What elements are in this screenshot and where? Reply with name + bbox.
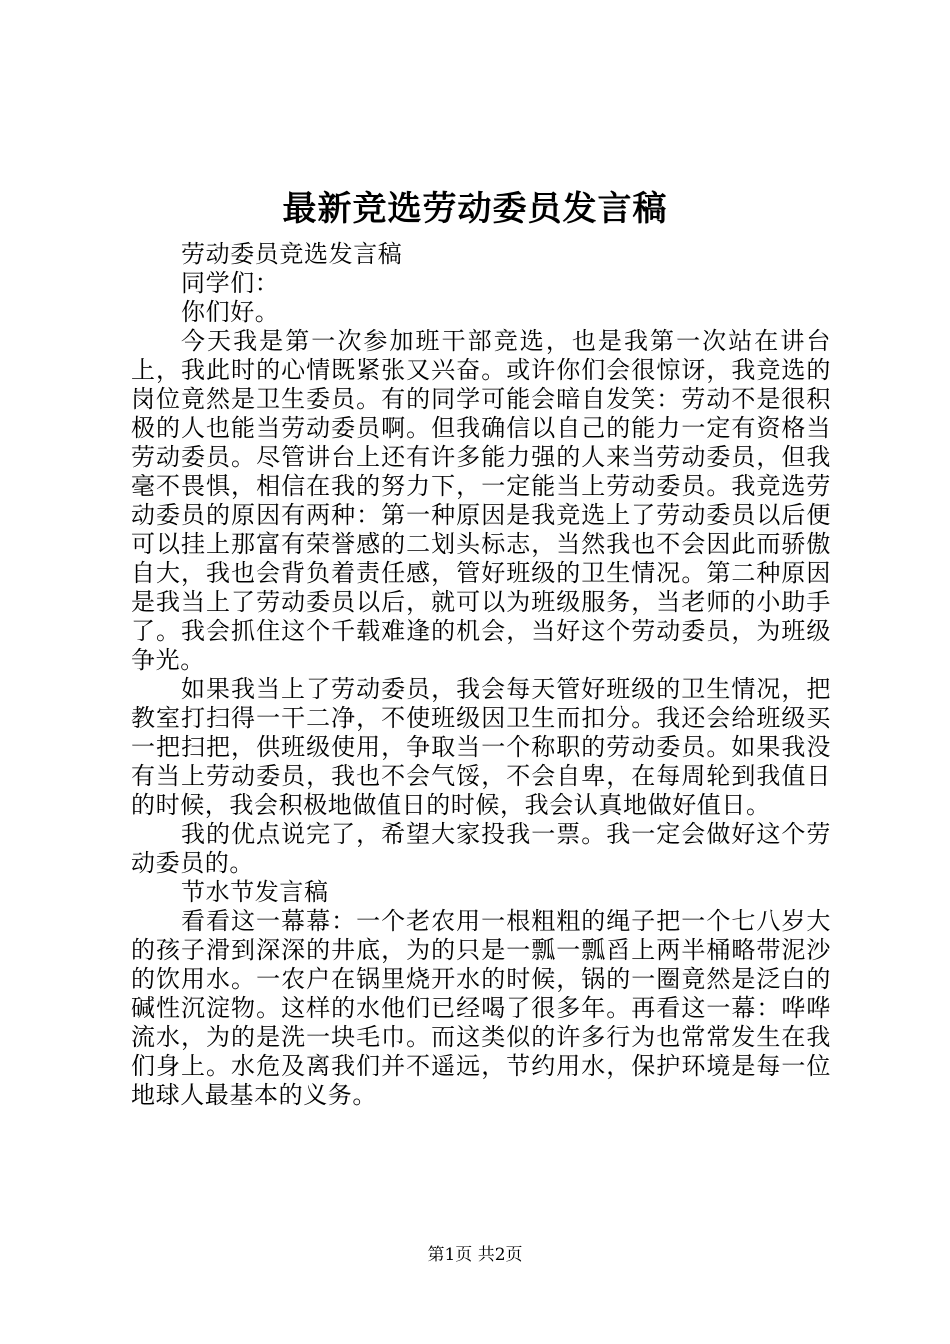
document-title: 最新竞选劳动委员发言稿 [282,189,668,229]
paragraph-greeting: 同学们： [181,269,280,297]
paragraph-closing: 我的优点说完了，希望大家投我一票。我一定会做好这个劳动委员的。 [131,820,831,877]
paragraph-hello: 你们好。 [181,298,280,326]
page-footer: 第1页 共2页 [427,1245,523,1265]
paragraph-second-heading: 节水节发言稿 [181,878,329,906]
paragraph-subtitle: 劳动委员竞选发言稿 [181,240,403,268]
paragraph-intro: 今天我是第一次参加班干部竞选，也是我第一次站在讲台上，我此时的心情既紧张又兴奋。或许你们会很惊讶，我竞选的岗位竟然是卫生委员。有的同学可能会暗自发笑：劳动不是很积极的人也能当劳动委员啊。但我确信以自己的能力一定有资格当劳动委员。尽管讲台上还有许多能力强的人来当劳动委员，但我毫不畏惧，相信在我的努力下，一定能当上劳动委员。我竞选劳动委员的原因有两种：第一种原因是我竞选上了劳动委员以后便可以挂上那富有荣誉感的二划头标志，当然我也不会因此而骄傲自大，我也会背负着责任感，管好班级的卫生情况。第二种原因是我当上了劳动委员以后，就可以为班级服务，当老师的小助手了。我会抓住这个千载难逢的机会，当好这个劳动委员，为班级争光。 [131,327,831,674]
paragraph-plan: 如果我当上了劳动委员，我会每天管好班级的卫生情况，把教室打扫得一干二净，不使班级因卫生而扣分。我还会给班级买一把扫把，供班级使用，争取当一个称职的劳动委员。如果我没有当上劳动委员，我也不会气馁，不会自卑，在每周轮到我值日的时候，我会积极地做值日的时候，我会认真地做好值日。 [131,675,831,819]
paragraph-water: 看看这一幕幕：一个老农用一根粗粗的绳子把一个七八岁大的孩子滑到深深的井底，为的只是一瓢一瓢舀上两半桶略带泥沙的饮用水。一农户在锅里烧开水的时候，锅的一圈竟然是泛白的碱性沉淀物。这样的水他们已经喝了很多年。再看这一幕：哗哗流水，为的是洗一块毛巾。而这类似的许多行为也常常发生在我们身上。水危及离我们并不遥远，节约用水，保护环境是每一位地球人最基本的义务。 [131,907,831,1109]
document-body [131,240,831,1110]
